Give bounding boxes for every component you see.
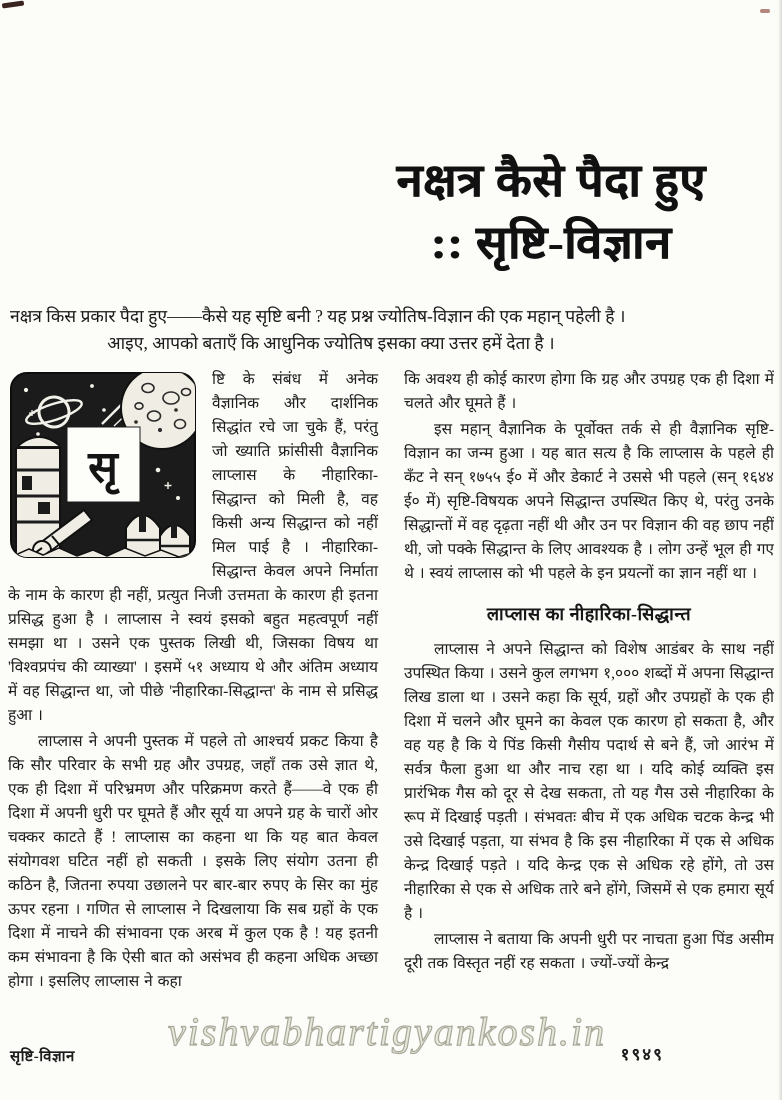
right-paragraph-2: इस महान् वैज्ञानिक के पूर्वोक्त तर्क से ही वैज्ञानिक सृष्टि-विज्ञान का जन्म हुआ । यह बात सत्य है कि लाप्लास के पहले ही कँट ने सन् १७५५ ई० में और डेकार्ट ने उससे भी पहले (सन् १६४४ ई० में) सृष्टि-विषयक अपने सिद्धान्त उपस्थित किए थे, परंतु उनके सिद्धान्तों में वह दृढ़ता नहीं थी और उन पर विज्ञान की वह छाप नहीं थी, जो पक्के सिद्धान्त के लिए आवश्यक है । लोग उन्हें भूल ही गए थे । स्वयं लाप्लास को भी पहले के इन प्रयत्नों का ज्ञान नहीं था ।: [404, 421, 774, 582]
intro-paragraph: [10, 303, 772, 357]
scan-speck-top-left: [2, 0, 24, 8]
page-title: [330, 150, 772, 274]
running-title: सृष्टि-विज्ञान: [10, 1049, 75, 1065]
drop-cap-illustration: [8, 370, 198, 560]
right-paragraph-1: कि अवश्य ही कोई कारण होगा कि ग्रह और उपग्रह एक ही दिशा में चलते और घूमते हैं ।: [404, 371, 774, 412]
right-column: [404, 368, 774, 1044]
scan-speck-top-right: [760, 9, 770, 13]
left-paragraph-1: ष्टि के संबंध में अनेक वैज्ञानिक और दार्शनिक सिद्धांत रचे जा चुके हैं, परंतु जो ख्याति फ्रांसीसी वैज्ञानिक लाप्लास के नीहारिका-सिद्धान्त को मिली है, वह किसी अन्य सिद्धान्त को नहीं मिल पाई है । नीहारिका-सिद्धान्त केवल अपने निर्माता के नाम के कारण ही नहीं, प्रत्युत निजी उत्तमता के कारण ही इतना प्रसिद्ध हुआ है । लाप्लास ने स्वयं इसको बहुत महत्वपूर्ण नहीं समझा था । उसने एक पुस्तक लिखी थी, जिसका विषय था 'विश्वप्रपंच की व्याख्या' । इसमें ५१ अध्याय थे और अंतिम अध्याय में वह सिद्धान्त था, जो पीछे 'नीहारिका-सिद्धान्त' के नाम से प्रसिद्ध हुआ ।: [8, 371, 378, 724]
title-line-2: :: सृष्टि-विज्ञान: [430, 217, 672, 268]
left-paragraph-2: लाप्लास ने अपनी पुस्तक में पहले तो आश्चर्य प्रकट किया है कि सौर परिवार के सभी ग्रह और उपग्रह, जहाँ तक उसे ज्ञात थे, एक ही दिशा में परिभ्रमण और परिक्रमण करते हैं——वे एक ही दिशा में अपनी धुरी पर घूमते हैं और सूर्य या अपने ग्रह के चारों ओर चक्कर काटते हैं ! लाप्लास का कहना था कि यह बात केवल संयोगवश घटित नहीं हो सकती । इसके लिए संयोग उतना ही कठिन है, जितना रुपया उछालने पर बार-बार रुपए के सिर का मुंह ऊपर रहना । गणित से लाप्लास ने दिखलाया कि सब ग्रहों के एक दिशा में नाचने की संभावना एक अरब में कुल एक है ! यह इतनी कम संभावना है कि ऐसी बात को असंभव ही कहना अधिक अच्छा होगा । इसलिए लाप्लास ने कहा: [8, 733, 378, 990]
right-paragraph-3: लाप्लास ने अपने सिद्धान्त को विशेष आडंबर के साथ नहीं उपस्थित किया । उसने कुल लगभग १,००० शब्दों में अपना सिद्धान्त लिख डाला था । उसने कहा कि सूर्य, ग्रहों और उपग्रहों के एक ही दिशा में चलने और घूमने का केवल एक कारण हो सकता है, और वह यह है कि ये पिंड किसी गैसीय पदार्थ से बने हैं, जो आरंभ में सर्वत्र फैला हुआ था और नाच रहा था । यदि कोई व्यक्ति इस प्रारंभिक गैस को दूर से देख सकता, तो यह गैस उसे नीहारिका के रूप में दिखाई पड़ती । संभवतः बीच में एक अधिक चटक केन्द्र भी उसे दिखाई पड़ता, या संभव है कि इस नीहारिका में एक से अधिक केन्द्र दिखाई पड़ते । यदि केन्द्र एक से अधिक रहे होंगे, तो उस नीहारिका से एक से अधिक तारे बने होंगे, जिसमें से एक हमारा सूर्य है ।: [404, 641, 774, 922]
space-scene-woodcut: [8, 370, 198, 560]
watermark: vishvabhartigyankosh.in: [168, 1009, 607, 1054]
page-edge-shadow: [778, 0, 782, 1100]
page-number: १९४९: [620, 1045, 664, 1064]
body-columns: [8, 368, 774, 1044]
title-line-1: नक्षत्र कैसे पैदा हुए: [396, 155, 706, 206]
page-footer: [10, 1042, 772, 1072]
intro-line-2: आइए, आपको बताएँ कि आधुनिक ज्योतिष इसका क्या उत्तर हमें देता है ।: [107, 333, 555, 353]
drop-cap-letter: सृ: [88, 443, 118, 492]
intro-line-1: नक्षत्र किस प्रकार पैदा हुए——कैसे यह सृष्टि बनी ? यह प्रश्न ज्योतिष-विज्ञान की एक महान् पहेली है ।: [10, 306, 626, 326]
section-heading: लाप्लास का नीहारिका-सिद्धान्त: [486, 604, 692, 624]
left-column: [8, 368, 378, 1044]
right-paragraph-4: लाप्लास ने बताया कि अपनी धुरी पर नाचता हुआ पिंड असीम दूरी तक विस्तृत नहीं रह सकता । ज्यों-ज्यों केन्द्र: [404, 931, 774, 972]
